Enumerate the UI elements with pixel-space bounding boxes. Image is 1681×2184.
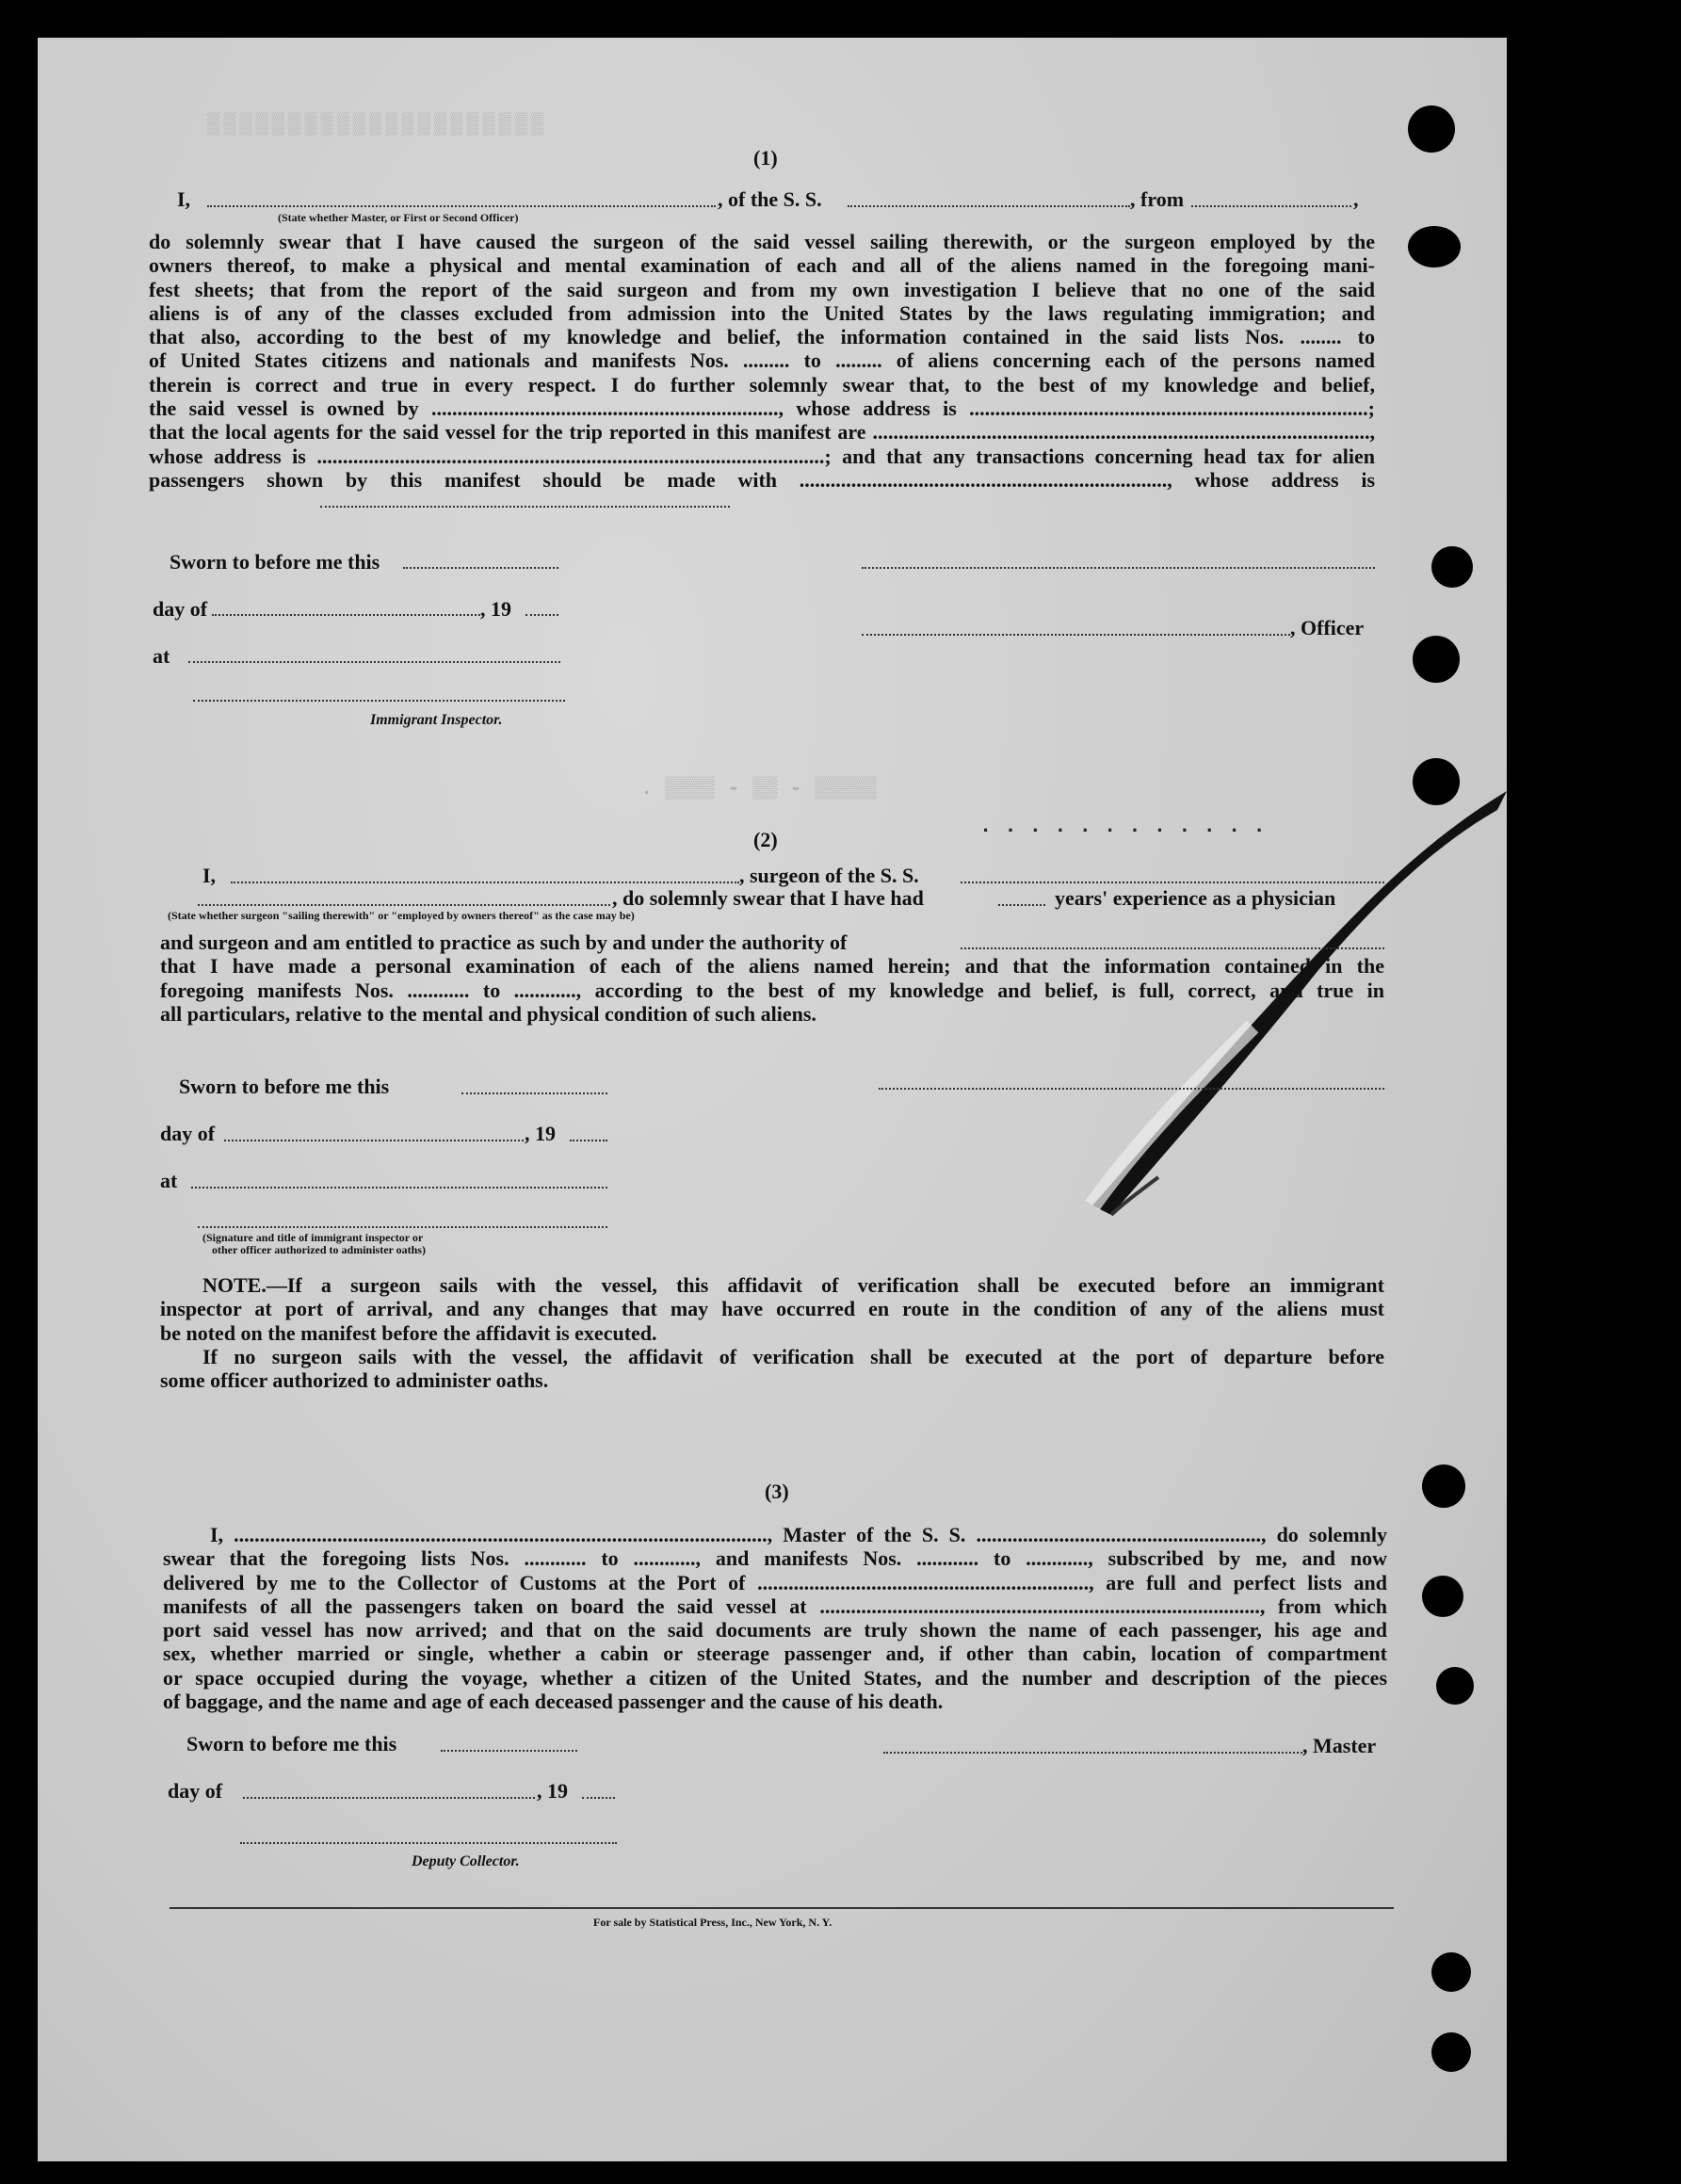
year-field[interactable]: [582, 1797, 615, 1799]
signature-note-line-1: (Signature and title of immigrant inspector or: [202, 1231, 424, 1244]
surgeon-name-field[interactable]: [231, 882, 739, 883]
surgeon-status-note: (State whether surgeon "sailing therewith" or "employed by owners thereof" as the case may be): [168, 909, 635, 922]
section-1-number: (1): [753, 146, 778, 170]
section-2-oath-text: and surgeon and am entitled to practice as such by and under the authority of that I have made a personal examination of each of the aliens named herein; and that the information contained in the foregoing manifests Nos. ............ to ............, according to the best of my knowledge and belief, is full, correct, and true in all particulars, relative to the mental and physical condition of such aliens.: [160, 930, 1384, 1026]
at-label: at: [160, 1169, 178, 1192]
section-1-i: I,: [177, 187, 191, 211]
authorized-officer-signature-field[interactable]: [198, 1226, 607, 1228]
inspector-signature-field[interactable]: [193, 700, 565, 702]
years-field[interactable]: [998, 904, 1045, 906]
day-of-label: day of: [168, 1779, 223, 1803]
agent-address-field[interactable]: [320, 506, 730, 508]
day-of-label: day of: [160, 1122, 216, 1145]
punch-hole: [1431, 546, 1473, 588]
manifest-sheet: [38, 38, 1507, 2161]
collector-title: Deputy Collector.: [412, 1853, 520, 1869]
punch-hole: [1408, 226, 1461, 267]
ship-name-field[interactable]: [848, 205, 1130, 207]
bleed-through-marks: . . . . . . . . . . . .: [979, 815, 1266, 838]
year-label: , 19: [480, 597, 511, 621]
punch-hole: [1408, 105, 1455, 153]
year-label: , 19: [525, 1122, 556, 1145]
departure-port-field[interactable]: [1191, 205, 1351, 207]
collector-signature-field[interactable]: [240, 1842, 617, 1844]
punch-hole: [1436, 1667, 1474, 1705]
officer-label: , Officer: [1290, 616, 1365, 639]
at-label: at: [153, 644, 170, 668]
bleed-through-marks: . ▒▒▒▒ - ▒▒ - ▒▒▒▒▒: [640, 777, 877, 801]
authority-field[interactable]: [961, 947, 1384, 949]
at-field[interactable]: [188, 661, 560, 663]
inspector-title: Immigrant Inspector.: [370, 712, 503, 728]
sworn-day-field[interactable]: [441, 1750, 577, 1752]
from-label: , from: [1130, 187, 1185, 211]
section-1-officer-note: (State whether Master, or First or Second Officer): [278, 211, 519, 224]
day-of-label: day of: [153, 597, 208, 621]
at-field[interactable]: [191, 1187, 607, 1189]
sworn-day-field[interactable]: [461, 1092, 607, 1094]
surgeon-ship-field[interactable]: [961, 882, 1384, 883]
of-ss-label: , of the S. S.: [718, 187, 822, 211]
section-1-oath-text: do solemnly swear that I have caused the surgeon of the said vessel sailing therewith, or the surgeon employed by the owners thereof, to make a physical and mental examination of each and all of the aliens named in the foregoing mani- fest sheets; that from the report of the said surgeon and from my own investigation I believe that no one of the said aliens is of any of the classes excluded from admission into the United States by the laws regulating immigration; and that also, according to the best of my knowledge and belief, the information contained in the said lists Nos. ........ to of United States citizens and nationals and manifests Nos. ......... to ......... of aliens concerning each of the persons named therein is correct and true in every respect. I do further solemnly swear that, to the best of my knowledge and belief, the said vessel is owned by ..................................................................., whose address is .............................................................................; that the local agents for the said vessel for the trip reported in this manifest are ................................................................................................, whose address is ..................................................................................................; and that any transactions concerning head tax for alien passengers shown by this manifest should be made with ......................................................................., whose address is: [149, 230, 1375, 492]
sworn-label: Sworn to before me this: [179, 1075, 390, 1098]
years-experience-label: years' experience as a physician: [1055, 886, 1336, 910]
surgeon-signature-field[interactable]: [879, 1088, 1384, 1090]
bleed-through-marks: ▒▒▒▒▒▒▒▒▒▒▒▒▒▒▒▒▒▒▒▒▒: [207, 113, 548, 137]
month-field[interactable]: [212, 614, 480, 616]
year-field[interactable]: [525, 614, 558, 616]
verification-note: NOTE.—If a surgeon sails with the vessel, this affidavit of verification shall be executed before an immigrant inspector at port of arrival, and any changes that may have occurred en route in the condition of any of the aliens must be noted on the manifest before the affidavit is executed. If no surgeon sails with the vessel, the affidavit of verification shall be executed at the port of departure before some officer authorized to administer oaths.: [160, 1273, 1384, 1393]
punch-hole: [1413, 636, 1460, 683]
footer-rule: [170, 1907, 1394, 1909]
master-name-field[interactable]: [207, 205, 716, 207]
master-label: , Master: [1302, 1734, 1377, 1757]
officer-signature-line-2[interactable]: [862, 634, 1290, 636]
sworn-label: Sworn to before me this: [170, 550, 380, 574]
month-field[interactable]: [224, 1140, 524, 1141]
line-end-comma: ,: [1353, 187, 1359, 211]
sworn-label: Sworn to before me this: [186, 1732, 397, 1755]
section-3-number: (3): [765, 1480, 789, 1503]
master-signature-field[interactable]: [883, 1752, 1302, 1754]
year-label: , 19: [537, 1779, 568, 1803]
signature-note-line-2: other officer authorized to administer oaths): [212, 1243, 426, 1256]
section-2-i: I,: [202, 864, 217, 887]
printer-credit: For sale by Statistical Press, Inc., New York, N. Y.: [593, 1916, 832, 1929]
officer-signature-line-1[interactable]: [862, 567, 1375, 569]
year-field[interactable]: [570, 1140, 607, 1141]
month-field[interactable]: [243, 1797, 535, 1799]
punch-hole: [1431, 2032, 1471, 2072]
sworn-day-field[interactable]: [403, 567, 558, 569]
surgeon-status-field[interactable]: [198, 904, 610, 906]
section-2-number: (2): [753, 828, 778, 851]
section-3-oath-text: I, ......................................................................................................., Master of the S. S. ......................................................., do solemnly swear that the foregoing lists Nos. ............ to ............, and manifests Nos. ............ to ............, subscribed by me, and now delivered by me to the Collector of Customs at the Port of ................................................................, are full and perfect lists and manifests of all the passengers taken on board the said vessel at ....................................................................................., from which port said vessel has now arrived; and that on the said documents are truly shown the name of each passenger, his age and sex, whether married or single, whether a cabin or steerage passenger and, if other than cabin, location of compartment or space occupied during the voyage, whether a citizen of the United States, and the number and description of the pieces of baggage, and the name and age of each deceased passenger and the cause of his death.: [163, 1523, 1387, 1714]
punch-hole: [1422, 1576, 1463, 1617]
swear-had-label: , do solemnly swear that I have had: [612, 886, 924, 910]
punch-hole: [1422, 1464, 1465, 1508]
punch-hole: [1431, 1952, 1471, 1992]
surgeon-of-label: , surgeon of the S. S.: [739, 864, 919, 887]
